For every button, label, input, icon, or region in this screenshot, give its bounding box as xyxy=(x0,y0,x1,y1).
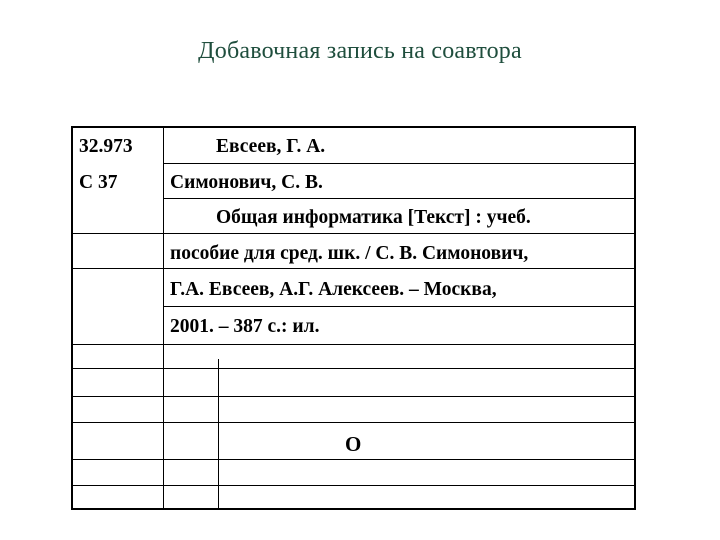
row-rule-8 xyxy=(73,396,634,397)
row-rule-1 xyxy=(163,163,634,164)
row-rule-10 xyxy=(73,459,634,460)
heading-author: Евсеев, Г. А. xyxy=(216,136,326,157)
description-line-4: 2001. – 387 с.: ил. xyxy=(170,316,320,337)
main-author: Симонович, С. В. xyxy=(170,172,323,193)
left-column-rule xyxy=(163,128,164,508)
card-hole-mark: О xyxy=(345,432,362,456)
description-line-3: Г.А. Евсеев, А.Г. Алексеев. – Москва, xyxy=(170,279,497,300)
row-rule-3 xyxy=(73,233,634,234)
row-rule-4 xyxy=(73,268,634,269)
catalog-card xyxy=(71,126,636,510)
row-rule-2 xyxy=(163,198,634,199)
row-rule-5 xyxy=(163,306,634,307)
description-line-1: Общая информатика [Текст] : учеб. xyxy=(216,207,531,228)
page-title: Добавочная запись на соавтора xyxy=(198,38,522,64)
row-rule-7 xyxy=(73,368,634,369)
row-rule-9 xyxy=(73,422,634,423)
author-mark: С 37 xyxy=(79,172,118,193)
row-rule-11 xyxy=(73,485,634,486)
description-line-2: пособие для сред. шк. / С. В. Симонович, xyxy=(170,243,529,264)
call-number: 32.973 xyxy=(79,136,133,157)
row-rule-6 xyxy=(73,344,634,345)
